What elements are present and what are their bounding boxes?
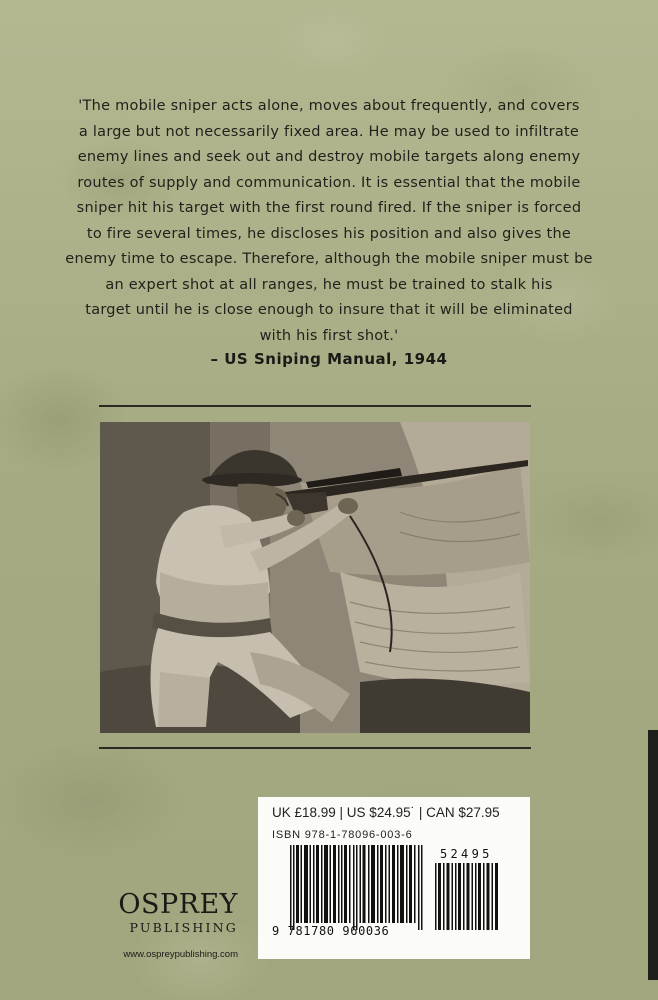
quote-line: routes of supply and communication. It is essential that the mobile — [77, 174, 581, 191]
publisher-subtitle: PUBLISHING — [129, 920, 238, 935]
sniper-photo — [100, 422, 530, 733]
quote-line: enemy time to escape. Therefore, although the mobile sniper must be — [65, 251, 593, 267]
quote-line: enemy lines and seek out and destroy mobile targets along enemy — [77, 149, 581, 165]
ean-barcode — [290, 845, 425, 930]
divider-top — [99, 405, 531, 407]
publisher-website[interactable]: www.ospreypublishing.com — [123, 949, 238, 960]
publisher-logo — [100, 890, 238, 936]
spine-edge — [648, 730, 658, 980]
quote-line: sniper hit his target with the first round fired. If the sniper is forced — [76, 200, 582, 216]
ean-digits: 9 781780 960036 — [272, 924, 390, 938]
quote-line: an expert shot at all ranges, he must be trained to stalk his — [105, 276, 553, 293]
sniper-photo-illustration — [100, 422, 530, 733]
isbn-text: ISBN 978-1-78096-003-6 — [272, 829, 413, 841]
price-barcode-box — [258, 797, 530, 959]
quote-line: a large but not necessarily fixed area. He may be used to infiltrate — [78, 123, 580, 140]
quote-attribution: – US Sniping Manual, 1944 — [210, 350, 448, 368]
quote-text — [30, 94, 628, 349]
publisher-name: OSPREY — [118, 889, 238, 920]
quote-line: target until he is close enough to insure that it will be eliminated — [85, 302, 573, 318]
quote-line: 'The mobile sniper acts alone, moves about frequently, and covers — [78, 98, 580, 114]
addon-barcode — [435, 863, 500, 930]
quote-line: to fire several times, he discloses his position and also gives the — [86, 225, 572, 242]
price-list: UK £18.99 | US $24.95˙ | CAN $27.95 — [272, 805, 500, 820]
addon-digits: 52495 — [440, 847, 493, 861]
divider-bottom — [99, 747, 531, 749]
quote-line: with his first shot.' — [259, 327, 399, 344]
